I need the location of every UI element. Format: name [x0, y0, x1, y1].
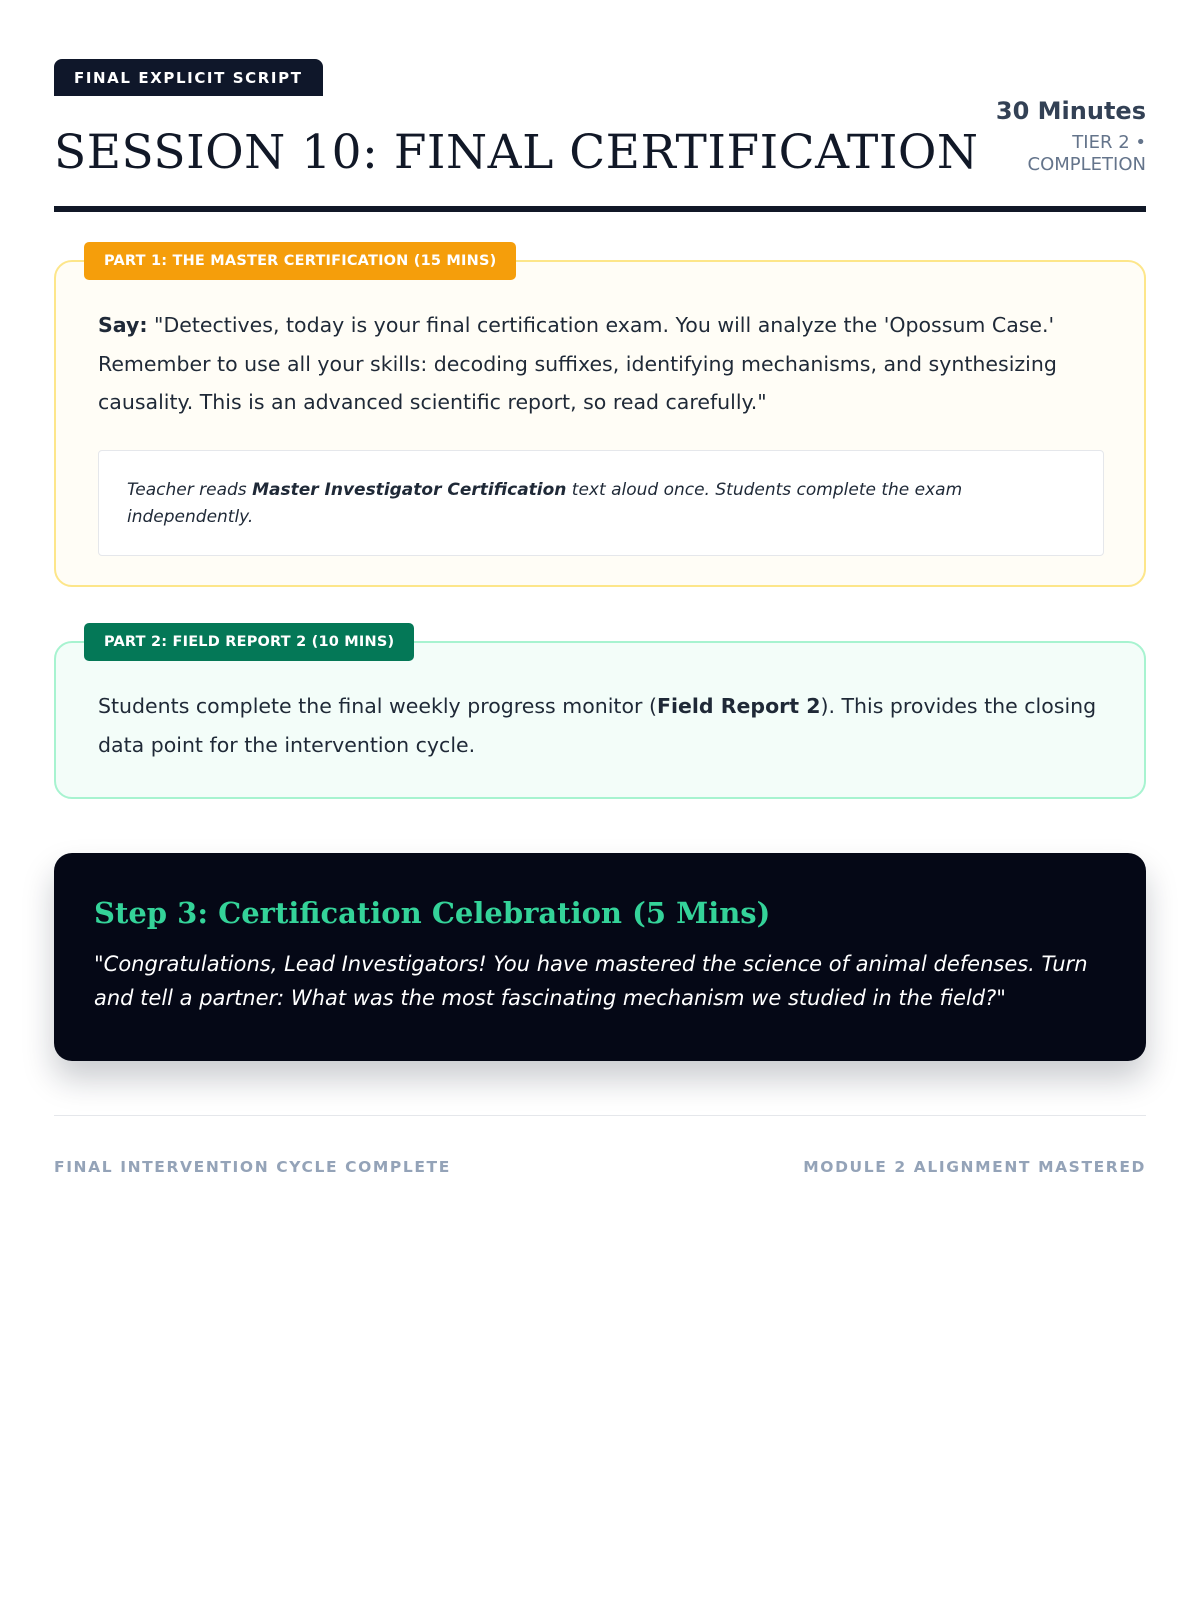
say-label: Say: [98, 313, 148, 337]
field-report-name: Field Report 2 [656, 694, 821, 718]
footer-left-text: FINAL INTERVENTION CYCLE COMPLETE [54, 1158, 451, 1176]
teacher-note-suffix: text aloud once. Students complete the exam independently. [127, 479, 963, 527]
part-1-card [54, 253, 1146, 587]
say-text: "Detectives, today is your final certification exam. You will analyze the 'Opossum Case.' Remember to use all your skills: decoding suffixes, identifying mechanisms, and synthesizing causality. This is an advanced scientific report, so read carefully." [98, 313, 1057, 414]
part-2-text [98, 687, 1104, 764]
session-duration: 30 Minutes [995, 97, 1146, 125]
footer-right-text: MODULE 2 ALIGNMENT MASTERED [803, 1158, 1146, 1176]
part-1-tab: PART 1: THE MASTER CERTIFICATION (15 MINS) [84, 242, 516, 280]
script-type-badge: FINAL EXPLICIT SCRIPT [54, 59, 323, 96]
page-header [54, 59, 1146, 212]
header-row [54, 96, 1146, 212]
part-2-text-prefix: Students complete the final weekly progress monitor ( [98, 694, 657, 718]
page-footer [54, 1115, 1146, 1176]
session-meta [979, 96, 1146, 180]
session-tier: TIER 2 • COMPLETION [1027, 132, 1146, 175]
step-3-title: Step 3: Certification Celebration (5 Mins) [94, 896, 771, 930]
teacher-note-title: Master Investigator Certification [252, 479, 567, 500]
part-2-card [54, 634, 1146, 799]
part-2-tab: PART 2: FIELD REPORT 2 (10 MINS) [84, 623, 414, 661]
part-2-text-suffix: ). This provides the closing data point for the intervention cycle. [98, 694, 1097, 757]
part-1-script [98, 306, 1104, 422]
step-3-card [54, 853, 1146, 1061]
teacher-note [98, 450, 1104, 556]
step-3-quote: "Congratulations, Lead Investigators! You have mastered the science of animal defenses. Turn and tell a partner: What was the most fascinating mechanism we studied in the field?" [94, 952, 1088, 1010]
page-title: SESSION 10: FINAL CERTIFICATION [54, 125, 979, 180]
teacher-note-prefix: Teacher reads [127, 479, 253, 500]
